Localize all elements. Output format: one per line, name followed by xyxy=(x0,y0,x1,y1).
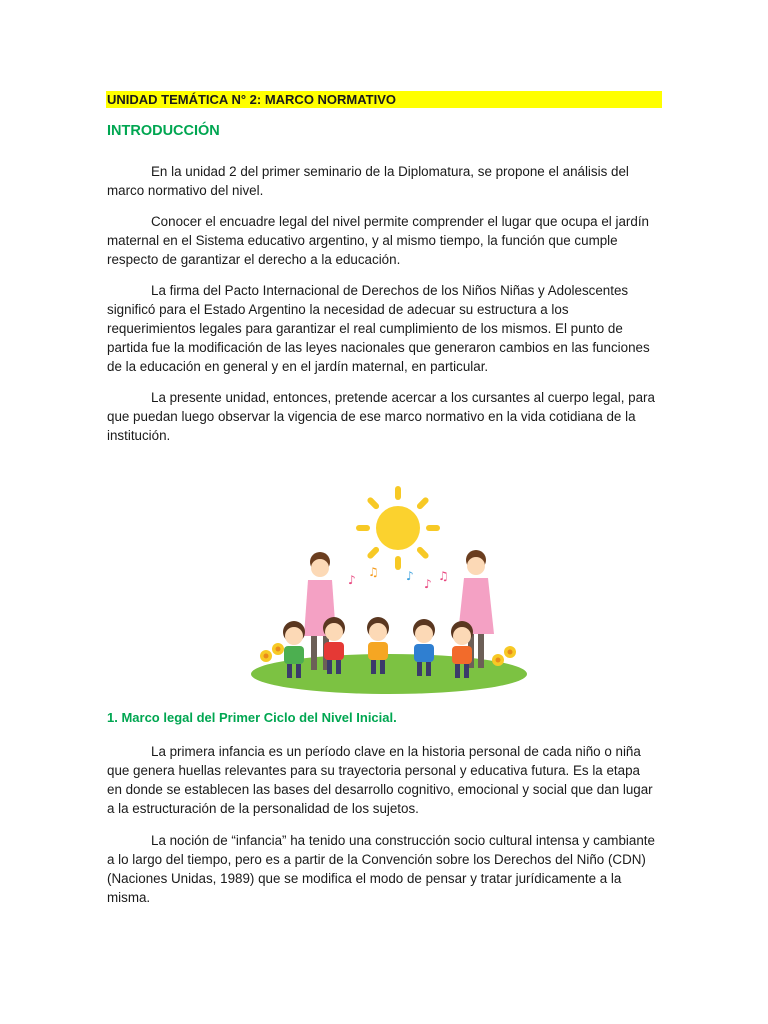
intro-paragraph: La presente unidad, entonces, pretende acercar a los cursantes al cuerpo legal, para que puedan luego observar la vigencia de ese marco normativo en la vida cotidiana de la institución. xyxy=(107,390,655,443)
unit-title: UNIDAD TEMÁTICA N° 2: MARCO NORMATIVO xyxy=(106,91,662,108)
intro-paragraph: La firma del Pacto Internacional de Derechos de los Niños Niñas y Adolescentes significó para el Estado Argentino la necesidad de adecuar su estructura a los requerimientos legales para garantizar el real cumplimiento de los mismos. El punto de partida fue la modificación de las leyes nacionales que generaron cambios en las funciones de la educación en general y en el jardín maternal, en particular. xyxy=(107,283,650,374)
section-paragraph: La noción de “infancia” ha tenido una construcción socio cultural intensa y cambiante a lo largo del tiempo, pero es a partir de la Convención sobre los Derechos del Niño (CDN) (Naciones Unidas, 1989) que se modifica el modo de pensar y tratar jurídicamente a la misma. xyxy=(107,833,655,905)
svg-text:♪: ♪ xyxy=(424,577,432,591)
intro-paragraph: Conocer el encuadre legal del nivel permite comprender el lugar que ocupa el jardín maternal en el Sistema educativo argentino, y al mismo tiempo, la función que cumple respecto de garantizar el derecho a la educación. xyxy=(107,214,649,267)
sun-icon xyxy=(356,486,440,570)
intro-heading: INTRODUCCIÓN xyxy=(107,123,220,139)
svg-text:♫: ♫ xyxy=(368,565,379,579)
children-teachers-illustration xyxy=(248,484,530,696)
svg-text:♫: ♫ xyxy=(438,569,449,583)
intro-paragraph: En la unidad 2 del primer seminario de la Diplomatura, se propone el análisis del marco normativo del nivel. xyxy=(107,164,629,198)
svg-text:♪: ♪ xyxy=(406,569,414,583)
svg-text:♪: ♪ xyxy=(348,573,356,587)
section-heading: 1. Marco legal del Primer Ciclo del Nivel Inicial. xyxy=(107,710,397,725)
section-paragraph: La primera infancia es un período clave en la historia personal de cada niño o niña que genera huellas relevantes para su trayectoria personal y educativa futura. Es la etapa en donde se establecen las bases del desarrollo cognitivo, emocional y social que dan lugar a la estructuración de la personalidad de los sujetos. xyxy=(107,744,653,816)
